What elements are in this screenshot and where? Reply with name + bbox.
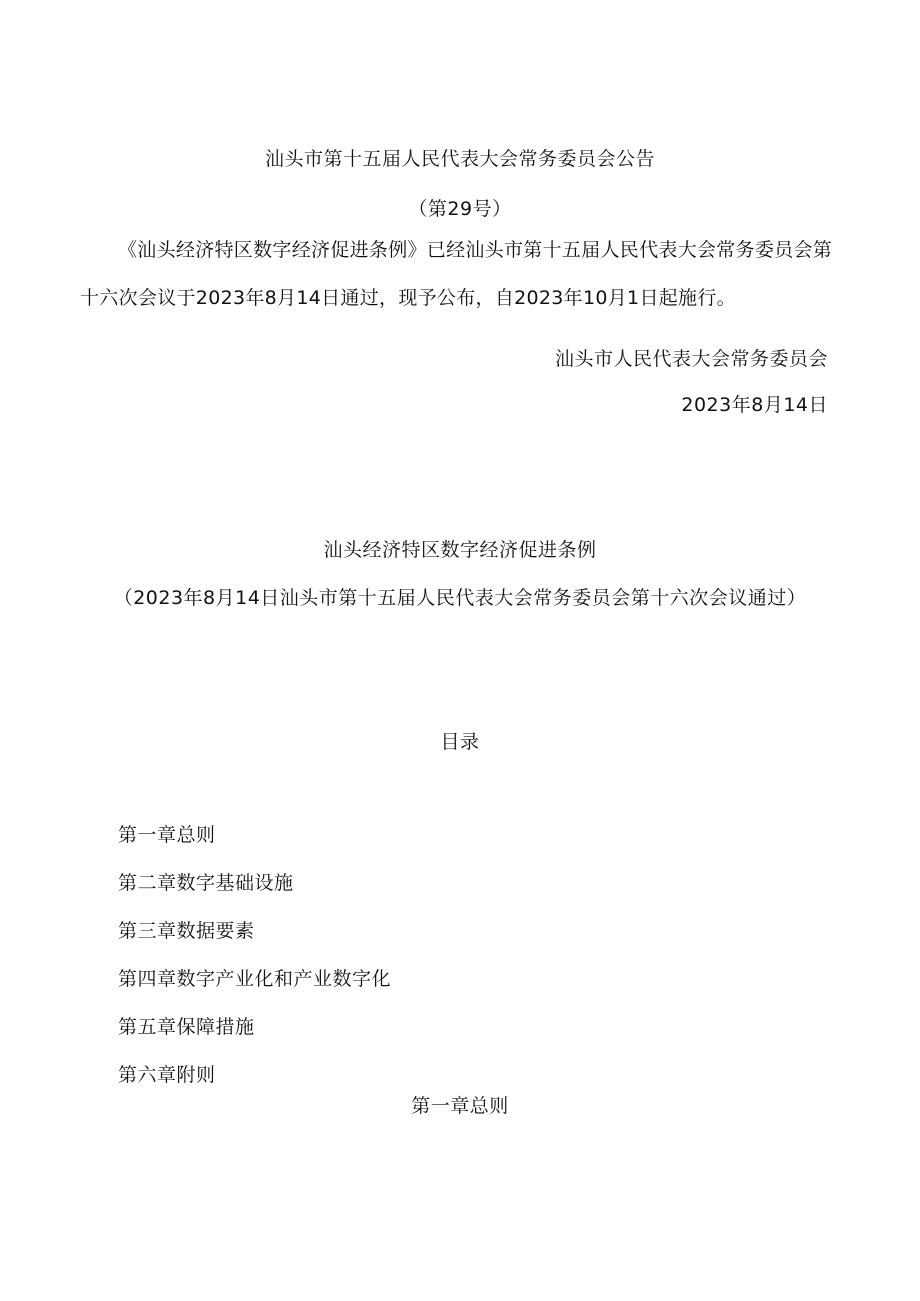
regulation-title: 汕头经济特区数字经济促进条例 xyxy=(323,539,597,561)
table-of-contents xyxy=(118,823,391,1111)
announcement-signature: 汕头市人民代表大会常务委员会 xyxy=(554,348,828,370)
regulation-subtitle: （2023年8月14日汕头市第十五届人民代表大会常务委员会第十六次会议通过） xyxy=(113,587,807,609)
toc-item-chapter-3: 第三章数据要素 xyxy=(118,920,255,942)
announcement-body: 《汕头经济特区数字经济促进条例》已经汕头市第十五届人民代表大会常务委员会第十六次会议于2023年8月14日通过，现予公布，自2023年10月1日起施行。 xyxy=(80,239,833,309)
toc-item-chapter-1: 第一章总则 xyxy=(118,824,216,846)
toc-item-chapter-4: 第四章数字产业化和产业数字化 xyxy=(118,968,392,990)
announcement-title: 汕头市第十五届人民代表大会常务委员会公告 xyxy=(264,148,655,170)
announcement-date: 2023年8月14日 xyxy=(681,394,828,416)
toc-item-chapter-5: 第五章保障措施 xyxy=(118,1016,255,1038)
toc-heading: 目录 xyxy=(440,731,480,753)
announcement-number: （第29号） xyxy=(408,198,512,220)
toc-item-chapter-2: 第二章数字基础设施 xyxy=(118,872,294,894)
chapter-1-heading: 第一章总则 xyxy=(411,1095,509,1117)
toc-item-chapter-6: 第六章附则 xyxy=(118,1064,216,1086)
